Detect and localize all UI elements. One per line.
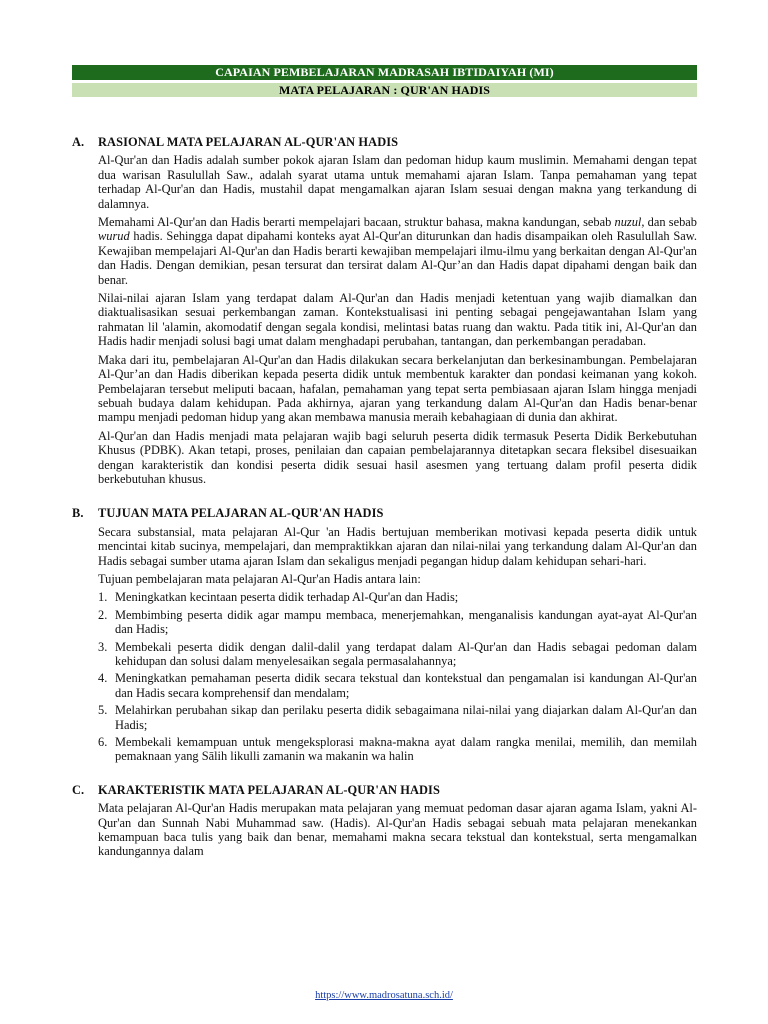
list-item-text: Membimbing peserta didik agar mampu membaca, menerjemahkan, menganalisis kandungan ayat-ayat Al-Qur'an dan Hadis; — [115, 607, 697, 637]
italic-term-nuzul: nuzul, — [614, 215, 645, 230]
italic-term-wurud: wurud — [98, 229, 130, 244]
list-item — [98, 640, 697, 669]
section-b-paragraph-2: Tujuan pembelajaran mata pelajaran Al-Qur'an Hadis antara lain: — [98, 571, 421, 586]
section-c-letter: C. — [72, 782, 85, 797]
paragraph-text: dan sebab — [644, 215, 697, 230]
list-item-text: Meningkatkan kecintaan peserta didik terhadap Al-Qur'an dan Hadis; — [115, 590, 459, 605]
list-item-text: Membekali peserta didik dengan dalil-dalil yang terdapat dalam Al-Qur'an dan Hadis sebagai pedoman dalam kehidupan dan solusi dalam menyelesaikan segala permasalahannya; — [115, 639, 697, 668]
list-item — [98, 590, 697, 604]
section-a-title: RASIONAL MATA PELAJARAN AL-QUR'AN HADIS — [98, 135, 399, 149]
list-item — [98, 608, 697, 637]
section-a-paragraph-4: Maka dari itu, pembelajaran Al-Qur'an dan Hadis dilakukan secara berkelanjutan dan berkesinambungan. Pembelajaran Al-Qur’an dan Hadis diberikan kepada peserta didik untuk membentuk karakter dan pondasi keimanan yang kokoh. Pembelajaran tersebut meliputi bacaan, hafalan, pemahaman yang tepat serta pembiasaan ajaran Islam hingga menjadi sebuah budaya dalam kehidupan. Pada akhirnya, ajaran yang terkandung dalam Al-Qur'an dan Hadis benar-benar mampu menjadi pedoman hidup yang akan membawa manusia meraih kebahagiaan di dunia dan akhirat. — [98, 352, 697, 425]
section-a-paragraph-2 — [98, 215, 697, 287]
list-item — [98, 703, 697, 732]
section-b-paragraph-1: Secara substansial, mata pelajaran Al-Qur 'an Hadis bertujuan memberikan motivasi kepada peserta didik untuk mencintai kitab sucinya, mempelajari, dan mempraktikkan ajaran dan nilai-nilai yang terkandung dalam Al-Qur'an dan Hadis sebagai sumber utama ajaran Islam dan sekaligus menjadi pegangan hidup dalam kehidupan sehari-hari. — [98, 524, 697, 568]
section-c-heading — [72, 783, 697, 797]
section-a-paragraph-3: Nilai-nilai ajaran Islam yang terdapat dalam Al-Qur'an dan Hadis menjadi ketentuan yang wajib diamalkan dan diaktualisasikan sesuai perkembangan zaman. Kontekstualisasi ini penting sebagai pengejawantahan Islam yang rahmatan lil 'alamin, akomodatif dengan segala kondisi, melintasi batas ruang dan waktu. Pada titik ini, Al-Qur'an dan Hadis hadir menjadi solusi bagi umat dalam menghadapi perubahan, tantangan, dan perkembangan peradaban. — [98, 291, 697, 349]
footer-website-link[interactable]: https://www.madrosatuna.sch.id/ — [315, 990, 453, 1001]
paragraph-text: hadis. Sehingga dapat dipahami konteks ayat Al-Qur'an diturunkan dan hadis disampaikan oleh Rasulullah Saw. Kewajiban mempelajari Al-Qur'an dan Hadis berarti kewajiban mempelajari ilmu-ilmu yang berkaitan dengan Al-Qur'an dan Hadis. Dengan demikian, pesan tersurat dan tersirat dalam Al-Qur’an dan Hadis dapat dipahami dengan baik dan benar. — [98, 229, 697, 287]
list-item — [98, 735, 697, 764]
section-a-letter: A. — [72, 135, 85, 149]
list-item-text: Membekali kemampuan untuk mengeksplorasi makna-makna ayat dalam rangka menilai, memilih, dan memilah pemaknaan yang Sālih likulli zamanin wa makanin wa halin — [115, 735, 697, 764]
list-item-number: 5. — [98, 703, 108, 718]
section-b-title: TUJUAN MATA PELAJARAN AL-QUR'AN HADIS — [98, 506, 384, 521]
paragraph-text: Memahami Al-Qur'an dan Hadis berarti mempelajari bacaan, struktur bahasa, makna kandungan, sebab — [98, 215, 615, 230]
list-item-text: Meningkatkan pemahaman peserta didik secara tekstual dan kontekstual dan pengamalan isi kandungan Al-Qur'an dan Hadis secara komprehensif dan mendalam; — [115, 671, 697, 700]
list-item-number: 1. — [98, 590, 108, 605]
section-c-title: KARAKTERISTIK MATA PELAJARAN AL-QUR'AN HADIS — [98, 782, 440, 797]
list-item-text: Melahirkan perubahan sikap dan perilaku peserta didik sebagaimana nilai-nilai yang diajarkan dalam Al-Qur'an dan Hadis; — [115, 703, 697, 732]
section-c-paragraph-1: Mata pelajaran Al-Qur'an Hadis merupakan mata pelajaran yang memuat pedoman dasar ajaran agama Islam, yakni Al-Qur'an dan Sunnah Nabi Muhammad saw. (Hadis). Al-Qur'an Hadis sebagai sebuah mata pelajaran menekankan kemampuan baca tulis yang baik dan benar, memahami makna secara tekstual dan kontekstual, serta mengamalkan kandungannya dalam — [98, 801, 697, 859]
section-b-heading — [72, 506, 697, 520]
list-item — [98, 671, 697, 700]
section-a-heading — [72, 135, 697, 149]
document-title-banner: CAPAIAN PEMBELAJARAN MADRASAH IBTIDAIYAH (MI) — [72, 65, 697, 80]
list-item-number: 6. — [98, 735, 108, 750]
section-a-paragraph-1: Al-Qur'an dan Hadis adalah sumber pokok ajaran Islam dan pedoman hidup kaum muslimin. Memahami dengan tepat dua warisan Rasulullah Saw., adalah syarat utama untuk memahami ajaran Islam. Tanpa pemahaman yang tepat terhadap Al-Qur'an dan Hadis, mustahil dapat mengamalkan ajaran Islam sesuai dengan makna yang terkandung di dalamnya. — [98, 153, 697, 211]
list-item-number: 3. — [98, 639, 108, 654]
document-body — [72, 135, 697, 863]
subject-subtitle-banner: MATA PELAJARAN : QUR'AN HADIS — [72, 82, 697, 97]
objectives-list — [98, 590, 697, 763]
section-b-letter: B. — [72, 506, 84, 521]
list-item-number: 4. — [98, 671, 108, 686]
section-a-paragraph-5: Al-Qur'an dan Hadis menjadi mata pelajaran wajib bagi seluruh peserta didik termasuk Peserta Didik Berkebutuhan Khusus (PDBK). Akan tetapi, proses, penilaian dan capaian pembelajarannya ditetapkan secara fleksibel disesuaikan dengan karakteristik dan kondisi peserta didik sesuai hasil asesmen yang tertuang dalam profil peserta didik berkebutuhan khusus. — [98, 428, 697, 486]
list-item-number: 2. — [98, 607, 108, 622]
